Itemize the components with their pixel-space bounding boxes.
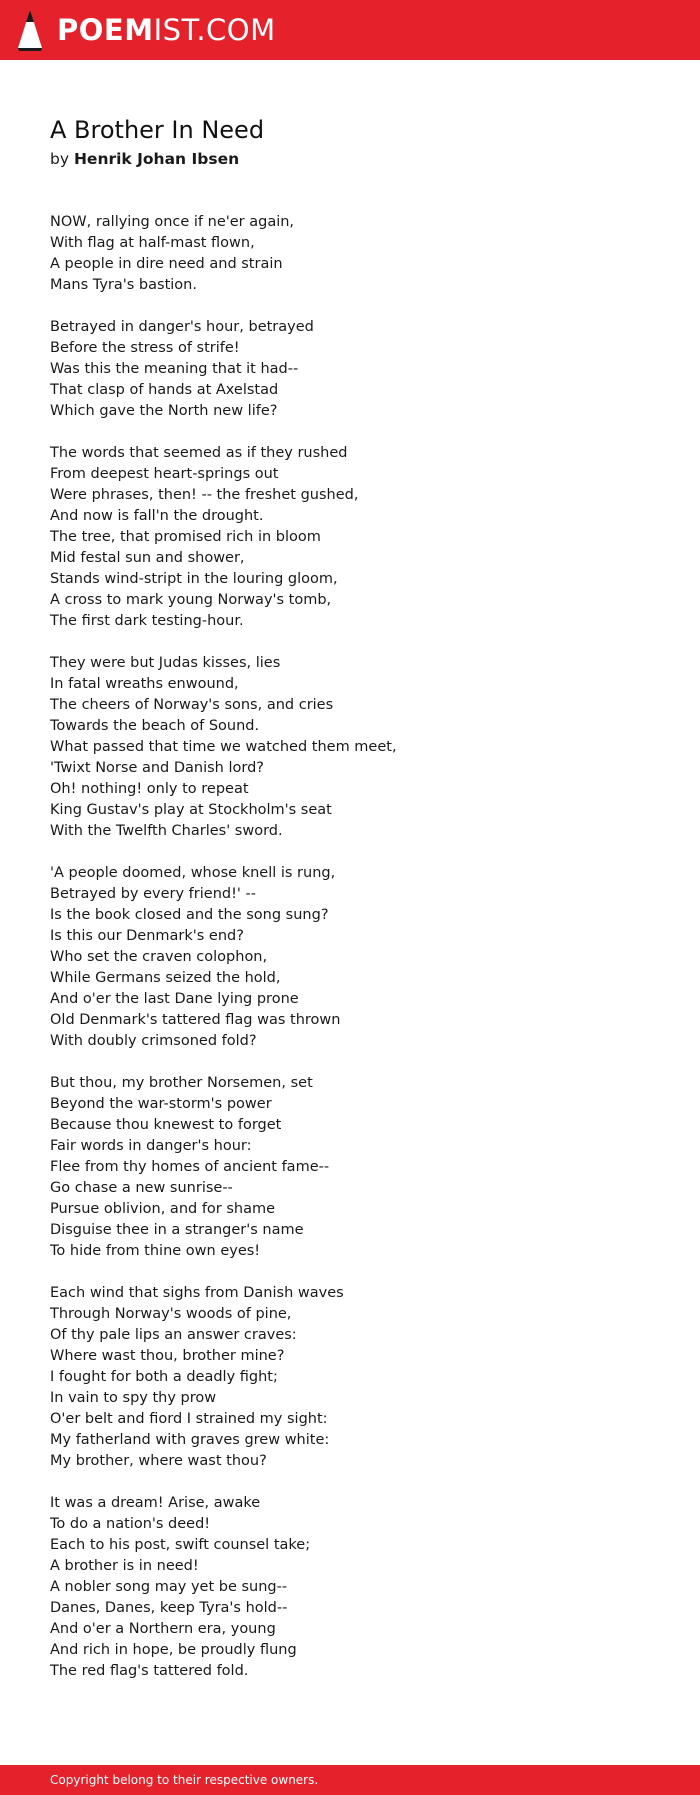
poem-line: Because thou knewest to forget: [50, 1117, 282, 1133]
poem-line: NOW, rallying once if ne'er again,: [50, 214, 295, 230]
poem-line: Mid festal sun and shower,: [50, 550, 245, 566]
poem-line: With doubly crimsoned fold?: [50, 1033, 257, 1049]
poem-line: Towards the beach of Sound.: [50, 718, 260, 734]
stanza: [50, 1493, 650, 1682]
poem-line: Who set the craven colophon,: [50, 949, 268, 965]
site-logo[interactable]: [57, 12, 276, 47]
poem-line: And now is fall'n the drought.: [50, 508, 264, 524]
author-name: Henrik Johan Ibsen: [73, 150, 240, 168]
site-header: [0, 0, 700, 60]
poem-line: Before the stress of strife!: [50, 340, 240, 356]
poem-line: Flee from thy homes of ancient fame--: [50, 1159, 330, 1175]
poem-line: O'er belt and fiord I strained my sight:: [50, 1411, 328, 1427]
poem-line: In fatal wreaths enwound,: [50, 676, 239, 692]
poem-line: Betrayed in danger's hour, betrayed: [50, 319, 314, 335]
poem-line: What passed that time we watched them meet,: [50, 739, 397, 755]
stanza: [50, 212, 650, 296]
poem-line: Mans Tyra's bastion.: [50, 277, 197, 293]
stanza: [50, 1283, 650, 1472]
poem-line: With the Twelfth Charles' sword.: [50, 823, 283, 839]
poem-line: King Gustav's play at Stockholm's seat: [50, 802, 332, 818]
stanza: [50, 317, 650, 422]
pencil-tip-icon[interactable]: [17, 8, 43, 52]
poem-line: To hide from thine own eyes!: [50, 1243, 261, 1259]
poem-line: Each to his post, swift counsel take;: [50, 1537, 311, 1553]
poem-line: And rich in hope, be proudly flung: [50, 1642, 297, 1658]
poem-line: 'A people doomed, whose knell is rung,: [50, 865, 336, 881]
copyright-text: Copyright belong to their respective owners.: [50, 1773, 319, 1787]
poem-line: Beyond the war-storm's power: [50, 1096, 272, 1112]
poem-content: [50, 114, 650, 1703]
stanza: [50, 653, 650, 842]
poem-line: Disguise thee in a stranger's name: [50, 1222, 304, 1238]
poem-line: They were but Judas kisses, lies: [50, 655, 281, 671]
poem-line: My fatherland with graves grew white:: [50, 1432, 330, 1448]
poem-line: I fought for both a deadly fight;: [50, 1369, 278, 1385]
poem-line: A nobler song may yet be sung--: [50, 1579, 288, 1595]
poem-line: It was a dream! Arise, awake: [50, 1495, 261, 1511]
poem-line: A brother is in need!: [50, 1558, 199, 1574]
poem-line: A people in dire need and strain: [50, 256, 283, 272]
poem-line: Danes, Danes, keep Tyra's hold--: [50, 1600, 288, 1616]
poem-line: Through Norway's woods of pine,: [50, 1306, 292, 1322]
stanza: [50, 1073, 650, 1262]
poem-line: The tree, that promised rich in bloom: [50, 529, 321, 545]
poem-line: Each wind that sighs from Danish waves: [50, 1285, 344, 1301]
poem-line: Where wast thou, brother mine?: [50, 1348, 285, 1364]
poem-line: A cross to mark young Norway's tomb,: [50, 592, 332, 608]
poem-line: 'Twixt Norse and Danish lord?: [50, 760, 264, 776]
poem-line: Betrayed by every friend!' --: [50, 886, 256, 902]
poem-title: A Brother In Need: [50, 116, 265, 144]
site-footer: [0, 1765, 700, 1795]
poem-line: While Germans seized the hold,: [50, 970, 281, 986]
poem-line: Go chase a new sunrise--: [50, 1180, 233, 1196]
poem-line: Stands wind-stript in the louring gloom,: [50, 571, 338, 587]
poem-line: The red flag's tattered fold.: [50, 1663, 249, 1679]
poem-line: But thou, my brother Norsemen, set: [50, 1075, 313, 1091]
poem-line: My brother, where wast thou?: [50, 1453, 267, 1469]
poem-line: The words that seemed as if they rushed: [50, 445, 348, 461]
poem-line: Old Denmark's tattered flag was thrown: [50, 1012, 341, 1028]
poem-line: Was this the meaning that it had--: [50, 361, 299, 377]
poem-line: Were phrases, then! -- the freshet gushed,: [50, 487, 359, 503]
logo-text-light: IST.COM: [153, 12, 276, 47]
poem-line: With flag at half-mast flown,: [50, 235, 255, 251]
poem-line: The first dark testing-hour.: [50, 613, 244, 629]
poem-line: The cheers of Norway's sons, and cries: [50, 697, 334, 713]
logo-text-bold: POEM: [57, 12, 154, 47]
poem-line: And o'er the last Dane lying prone: [50, 991, 299, 1007]
poem-line: Is the book closed and the song sung?: [50, 907, 329, 923]
poem-line: Oh! nothing! only to repeat: [50, 781, 249, 797]
stanza: [50, 443, 650, 632]
byline-prefix: by: [50, 150, 70, 168]
poem-line: Is this our Denmark's end?: [50, 928, 244, 944]
poem-line: Fair words in danger's hour:: [50, 1138, 252, 1154]
poem-line: That clasp of hands at Axelstad: [50, 382, 279, 398]
poem-line: To do a nation's deed!: [50, 1516, 211, 1532]
poem-line: In vain to spy thy prow: [50, 1390, 217, 1406]
poem-line: Which gave the North new life?: [50, 403, 278, 419]
poem-line: And o'er a Northern era, young: [50, 1621, 276, 1637]
byline: [50, 148, 650, 170]
poem-body: [50, 212, 650, 1682]
stanza: [50, 863, 650, 1052]
poem-line: Of thy pale lips an answer craves:: [50, 1327, 297, 1343]
poem-line: From deepest heart-springs out: [50, 466, 279, 482]
poem-line: Pursue oblivion, and for shame: [50, 1201, 276, 1217]
